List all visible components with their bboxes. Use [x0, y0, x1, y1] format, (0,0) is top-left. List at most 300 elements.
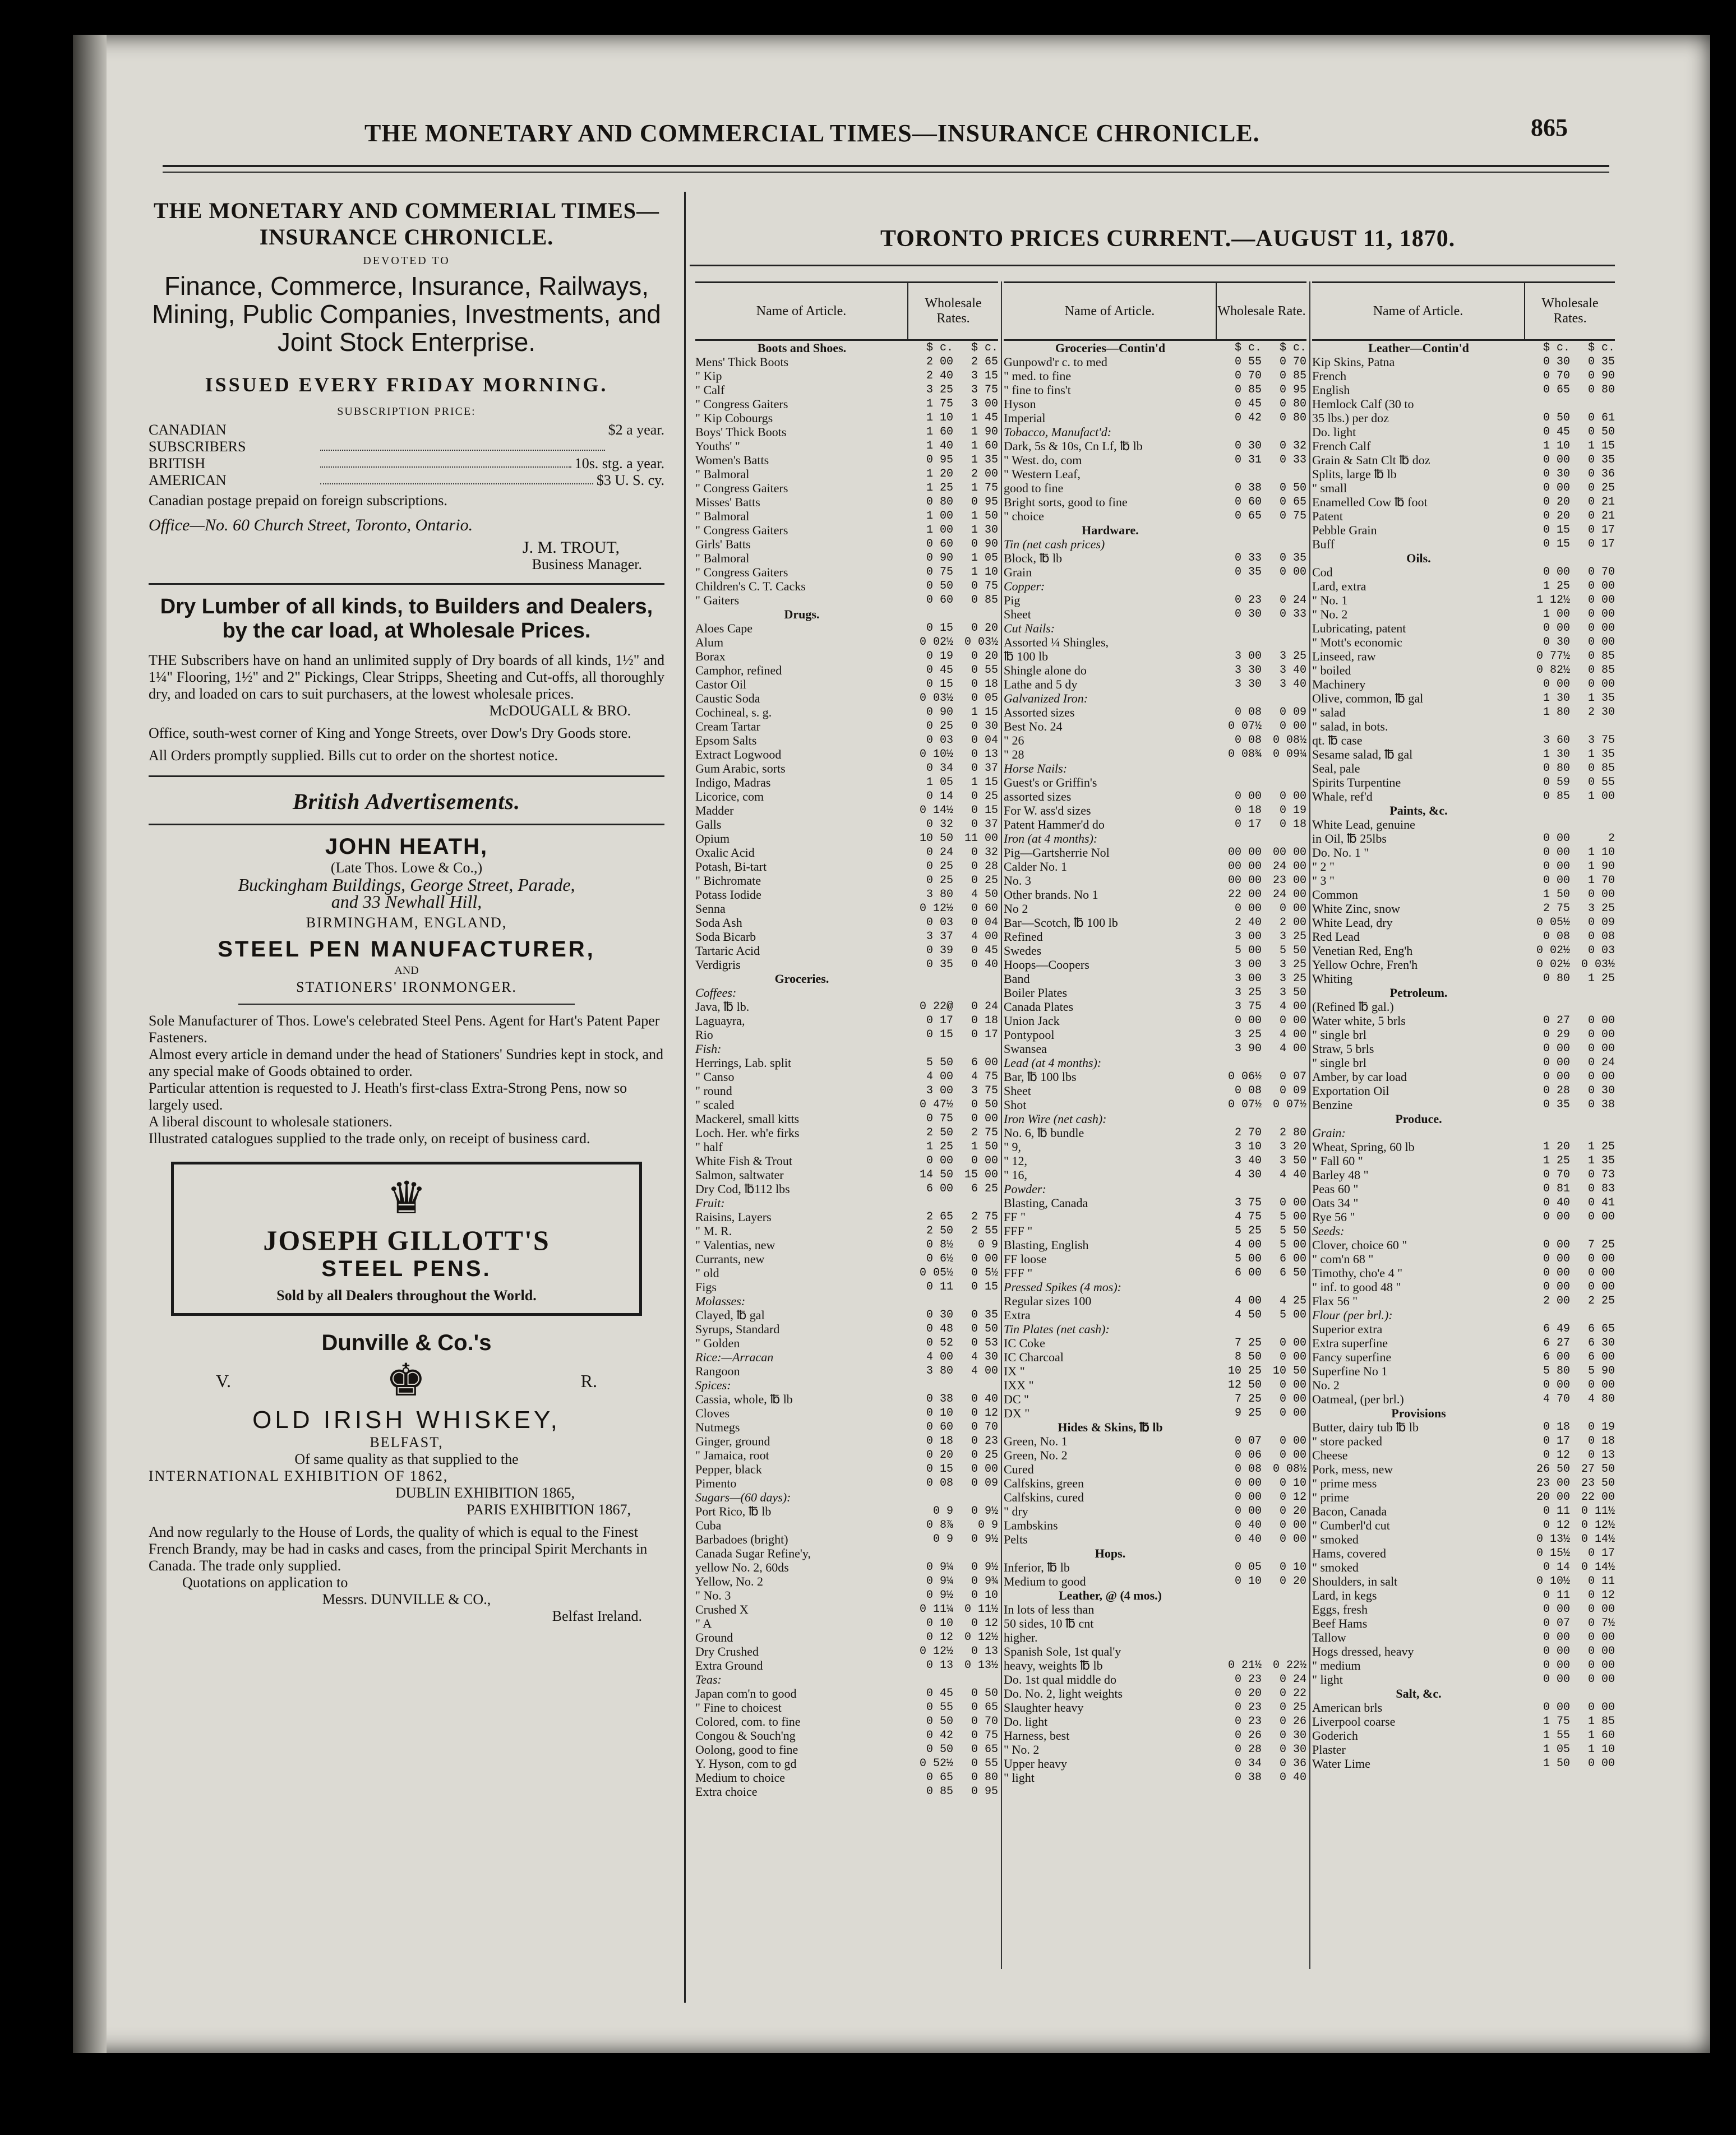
rate-high: 2 65	[971, 355, 998, 368]
rate-low: 0 13½	[1536, 1533, 1570, 1546]
article-name: Slaughter heavy	[1004, 1700, 1084, 1715]
rate-low: 0 08	[1234, 706, 1262, 719]
table-row	[1312, 845, 1615, 859]
table-row	[1312, 1056, 1615, 1070]
table-row	[695, 1294, 998, 1308]
rate-low: 10 25	[1227, 1365, 1262, 1378]
table-row	[695, 761, 998, 775]
rate-high: 5 00	[1279, 1210, 1306, 1223]
rate-low	[1217, 425, 1262, 439]
table-row	[1004, 1686, 1306, 1700]
rate-low: 0 00	[1543, 1253, 1570, 1265]
article-name: Clover, choice 60 "	[1312, 1238, 1407, 1252]
section-heading-row	[695, 341, 998, 355]
table-row	[1312, 1308, 1615, 1322]
article-name: Linseed, raw	[1312, 649, 1376, 663]
rate-high: 1 35	[1587, 692, 1615, 705]
rate-high: 0 11½	[1581, 1505, 1615, 1518]
table-row	[1312, 1420, 1615, 1434]
office-address: Office—No. 60 Church Street, Toronto, Ontario.	[149, 516, 473, 534]
rate-low: 0 34	[926, 762, 953, 775]
rate-high: 5 50	[1279, 944, 1306, 957]
article-name: Shingle alone do	[1004, 663, 1087, 677]
table-row	[1312, 874, 1615, 888]
rate-low: 0 08¾	[1227, 748, 1262, 761]
article-name: Tallow	[1312, 1630, 1346, 1644]
article-name: Band	[1004, 972, 1030, 986]
rate-high: 0 00	[1587, 1379, 1615, 1392]
rate-high: 6 25	[971, 1182, 998, 1195]
table-row	[695, 1715, 998, 1729]
table-row	[695, 831, 998, 845]
rate-high: 1 30	[971, 524, 998, 537]
rate-high	[1262, 1588, 1306, 1602]
article-name: Pressed Spikes (4 mos):	[1004, 1280, 1121, 1294]
article-name: Mackerel, small kitts	[695, 1112, 800, 1126]
table-row	[695, 986, 998, 1000]
article-name: " small	[1312, 481, 1347, 495]
rate-low	[908, 986, 953, 1000]
royal-arms-icon: ♚	[385, 1356, 426, 1406]
article-name: " Mott's economic	[1312, 635, 1402, 649]
article-name: Pebble Grain	[1312, 523, 1377, 537]
rate-high	[953, 1042, 998, 1056]
article-name: Cheese	[1312, 1448, 1348, 1462]
rate-high: 0 18	[1587, 1435, 1615, 1448]
rate-high	[1262, 1280, 1306, 1294]
table-row	[1312, 1700, 1615, 1715]
rate-low: 0 17	[926, 1014, 953, 1027]
col-rates-header: Wholesale Rates.	[1524, 283, 1615, 339]
table-row	[1312, 1658, 1615, 1672]
rate-high: 0 50	[971, 1687, 998, 1700]
table-row	[1312, 1294, 1615, 1308]
article-name: Red Lead	[1312, 930, 1360, 944]
section-heading-row	[695, 607, 998, 621]
rate-high: 0 00	[1279, 1519, 1306, 1532]
table-row	[1312, 1028, 1615, 1042]
rate-low	[1217, 1182, 1262, 1196]
dunville-city: BELFAST,	[370, 1434, 444, 1450]
column-header	[1004, 281, 1306, 341]
rate-low: 0 14	[1543, 1561, 1570, 1574]
table-row	[1312, 1266, 1615, 1280]
rate-high: 0 80	[1279, 398, 1306, 410]
rate-high: 6 00	[1587, 1351, 1615, 1364]
article-name: Assorted sizes	[1004, 705, 1075, 719]
article-name: Oils.	[1406, 551, 1431, 565]
article-name: Grain:	[1312, 1126, 1346, 1140]
table-row	[1312, 495, 1615, 509]
rate-low: $ c.	[1543, 341, 1570, 354]
table-row	[695, 817, 998, 831]
rate-low: 1 25	[926, 482, 953, 495]
article-name: White Lead, dry	[1312, 916, 1393, 930]
table-row	[695, 1266, 998, 1280]
sub-price: 10s. stg. a year.	[574, 455, 664, 472]
rate-low: 5 80	[1543, 1365, 1570, 1378]
table-row	[695, 733, 998, 747]
rate-high	[1262, 635, 1306, 649]
rate-high: 5 90	[1587, 1365, 1615, 1378]
table-row	[1004, 1644, 1306, 1658]
rate-low	[908, 1294, 953, 1308]
rate-low: 1 00	[1543, 608, 1570, 621]
rate-high: 0 60	[971, 902, 998, 915]
article-name: " M. R.	[695, 1224, 732, 1238]
article-name: Youths' "	[695, 439, 740, 453]
rate-low: 0 07½	[1227, 1098, 1262, 1111]
article-name: Salmon, saltwater	[695, 1168, 784, 1182]
rate-low: 0 14	[926, 790, 953, 803]
rate-low: 0 00	[1543, 860, 1570, 873]
rate-high: 0 15	[971, 804, 998, 817]
rate-high: 0 25	[971, 790, 998, 803]
rate-high: 0 85	[1587, 762, 1615, 775]
lumber-ad-body: THE Subscribers have on hand an unlimited supply of Dry boards of all kinds, 1½" and 1¼" Flooring, 1½" and 2" Pickings, Clear Stripps, Sheeting and Cut-offs, all thoroughly dry, and loaded on cars to suit purchasers, at the lowest wholesale prices.	[149, 652, 664, 702]
table-row	[1004, 649, 1306, 663]
rate-high: 3 25	[1587, 902, 1615, 915]
table-row	[695, 1140, 998, 1154]
rate-low: 0 20	[1543, 496, 1570, 509]
rate-low: 0 00	[1543, 1281, 1570, 1293]
rate-high	[1262, 1182, 1306, 1196]
rate-high: 0 14½	[1581, 1561, 1615, 1574]
rate-low: 0 30	[1543, 468, 1570, 480]
rate-high	[1262, 831, 1306, 845]
rate-high: 0 41	[1587, 1196, 1615, 1209]
rate-high: 0 9	[977, 1239, 998, 1251]
rate-high: 4 00	[971, 930, 998, 943]
table-row	[1312, 733, 1615, 747]
rate-low: 3 00	[1234, 972, 1262, 985]
rate-high: 0 9½	[971, 1533, 998, 1546]
rate-low: 0 25	[926, 860, 953, 873]
table-row	[1004, 958, 1306, 972]
rate-high: 1 00	[1587, 790, 1615, 803]
rate-low: 0 10	[1234, 1575, 1262, 1588]
table-row	[695, 1574, 998, 1588]
rate-high	[1570, 1224, 1615, 1238]
table-row	[1004, 1098, 1306, 1112]
rate-high: 2 75	[971, 1210, 998, 1223]
rate-low	[1217, 1644, 1262, 1658]
article-name: Sheet	[1004, 607, 1031, 621]
table-row	[695, 1546, 998, 1560]
table-row	[695, 1560, 998, 1574]
article-name: Paints, &c.	[1389, 803, 1448, 817]
article-name: Caustic Soda	[695, 691, 760, 705]
table-row	[1004, 944, 1306, 958]
rate-low: 0 45	[926, 664, 953, 677]
rate-low: 1 00	[926, 510, 953, 523]
table-row	[1004, 1700, 1306, 1715]
rate-high	[1262, 775, 1306, 789]
rate-low	[1217, 831, 1262, 845]
rate-high: 0 17	[971, 1028, 998, 1041]
rate-low: 0 23	[1234, 1701, 1262, 1714]
article-name: Hemlock Calf (30 to	[1312, 397, 1414, 411]
rate-low: 0 35	[926, 958, 953, 971]
section-heading-row	[1004, 1546, 1306, 1560]
table-row	[1004, 859, 1306, 874]
article-name: Cassia, whole, ℔ lb	[695, 1392, 793, 1406]
rate-low: 0 00	[1543, 1379, 1570, 1392]
article-name: Barbadoes (bright)	[695, 1532, 788, 1546]
article-name: Do. light	[1312, 425, 1356, 439]
rate-low: 4 00	[1234, 1239, 1262, 1251]
article-name: " Bichromate	[695, 874, 761, 888]
article-name: " 28	[1004, 747, 1024, 761]
rate-low	[908, 1672, 953, 1686]
rate-low: 0 85	[1234, 383, 1262, 396]
table-row	[1004, 1490, 1306, 1504]
postage-note: Canadian postage prepaid on foreign subscriptions.	[149, 492, 447, 509]
rate-high: 0 85	[1279, 369, 1306, 382]
rate-low: 0 31	[1234, 454, 1262, 466]
article-name: Raisins, Layers	[695, 1210, 772, 1224]
rate-low: 0 35	[1543, 1098, 1570, 1111]
table-row	[1312, 1238, 1615, 1252]
article-name: " Congress Gaiters	[695, 397, 788, 411]
rate-high: 3 40	[1279, 664, 1306, 677]
rate-high: 0 00	[1587, 1210, 1615, 1223]
rate-high: 0 00	[1587, 678, 1615, 691]
table-row	[1004, 705, 1306, 719]
article-name: Hams, covered	[1312, 1546, 1386, 1560]
table-row	[695, 1785, 998, 1799]
table-row	[695, 1042, 998, 1056]
rate-high: 0 85	[1587, 650, 1615, 663]
rate-low: 3 80	[926, 1365, 953, 1378]
table-row	[695, 649, 998, 663]
table-row	[1312, 1672, 1615, 1686]
rate-high: 0 24	[1587, 1056, 1615, 1069]
table-row	[1004, 1771, 1306, 1785]
article-name: Ground	[695, 1630, 733, 1644]
rate-high: 24 00	[1272, 860, 1306, 873]
rate-low: 0 00	[1543, 846, 1570, 859]
article-name: English	[1312, 383, 1350, 397]
rate-low: 0 65	[926, 1771, 953, 1784]
table-row	[695, 1602, 998, 1616]
dunville-line1: Of same quality as that supplied to the	[294, 1451, 519, 1467]
rate-low	[1525, 817, 1570, 831]
rate-high: 0 13	[971, 1645, 998, 1658]
rate-high: 3 25	[1279, 958, 1306, 971]
rate-high	[1262, 691, 1306, 705]
table-row	[695, 383, 998, 397]
article-name: " Canso	[695, 1070, 735, 1084]
article-name: Copper:	[1004, 579, 1045, 593]
rate-high	[953, 972, 998, 986]
article-name: Senna	[695, 902, 726, 916]
article-name: Whale, ref'd	[1312, 789, 1373, 803]
rate-low	[1217, 1322, 1262, 1336]
article-name: Liverpool coarse	[1312, 1715, 1396, 1729]
rate-low: 0 00	[1543, 678, 1570, 691]
article-name: Exportation Oil	[1312, 1084, 1389, 1098]
rate-high: 0 75	[971, 580, 998, 593]
divider	[149, 824, 664, 825]
table-row	[1312, 1014, 1615, 1028]
table-row	[1004, 747, 1306, 761]
rate-high: 0 95	[1279, 383, 1306, 396]
rate-high: 0 40	[971, 1393, 998, 1406]
gillott-note: Sold by all Dealers throughout the World.	[276, 1287, 537, 1304]
table-row	[1312, 621, 1615, 635]
table-row	[695, 916, 998, 930]
rate-high: 0 00	[1587, 888, 1615, 901]
rate-low: 0 60	[926, 1421, 953, 1434]
table-row	[1312, 1560, 1615, 1574]
rate-low: 1 05	[1543, 1743, 1570, 1756]
article-name: Rio	[695, 1028, 713, 1042]
sub-label: AMERICAN	[149, 472, 227, 488]
article-name: Currants, new	[695, 1252, 765, 1266]
rate-high: 0 07½	[1272, 1098, 1306, 1111]
table-row	[1004, 902, 1306, 916]
table-row	[1312, 1504, 1615, 1518]
article-name: Pontypool	[1004, 1028, 1055, 1042]
article-name: Herrings, Lab. split	[695, 1056, 792, 1070]
article-name: Sugars—(60 days):	[695, 1490, 791, 1504]
rate-low: 0 00	[1543, 622, 1570, 635]
price-rows	[1004, 341, 1306, 1785]
rate-low: 0 17	[1543, 1435, 1570, 1448]
table-row	[695, 1028, 998, 1042]
article-name: Lard, extra	[1312, 579, 1366, 593]
rate-high	[953, 1490, 998, 1504]
table-row	[1004, 1014, 1306, 1028]
article-name: Harness, best	[1004, 1729, 1070, 1743]
article-name: In lots of less than	[1004, 1602, 1095, 1616]
rate-low: 0 25	[926, 720, 953, 733]
heath-p2: Almost every article in demand under the head of Stationers' Sundries kept in stock, and any special make of Goods obtained to order.	[149, 1046, 664, 1079]
article-name: Port Rico, ℔ lb	[695, 1504, 772, 1518]
table-row	[1004, 1322, 1306, 1336]
table-row	[1004, 1000, 1306, 1014]
rate-high	[1262, 1602, 1306, 1616]
article-name: Flour (per brl.):	[1312, 1308, 1393, 1322]
rate-low: 0 9¼	[926, 1575, 953, 1588]
table-row	[1312, 593, 1615, 607]
table-row	[1004, 1574, 1306, 1588]
rate-low: 4 50	[1234, 1309, 1262, 1321]
article-name: Iron (at 4 months):	[1004, 831, 1098, 845]
article-name: " Balmoral	[695, 509, 750, 523]
rate-low: 0 48	[926, 1323, 953, 1335]
rate-low: 0 12	[1543, 1519, 1570, 1532]
article-name: Water Lime	[1312, 1757, 1370, 1771]
article-name: Grain	[1004, 565, 1032, 579]
table-row	[695, 958, 998, 972]
article-name: Dry Cod, ℔112 lbs	[695, 1182, 790, 1196]
article-name: Oats 34 "	[1312, 1196, 1359, 1210]
article-name: Swedes	[1004, 944, 1042, 958]
rate-high: 0 00	[1587, 1701, 1615, 1714]
article-name: Venetian Red, Eng'h	[1312, 944, 1413, 958]
article-name: Extra superfine	[1312, 1336, 1388, 1350]
rate-high	[1262, 1630, 1306, 1644]
table-row	[695, 1658, 998, 1672]
rate-high: 0 20	[1279, 1575, 1306, 1588]
rate-low: 0 70	[1543, 1168, 1570, 1181]
rate-high: 0 32	[1279, 440, 1306, 452]
rate-low: 0 00	[1543, 482, 1570, 495]
rate-high: 4 40	[1279, 1168, 1306, 1181]
table-row	[695, 425, 998, 439]
rate-low	[1525, 986, 1570, 1000]
table-row	[1312, 1757, 1615, 1771]
table-row	[695, 1462, 998, 1476]
rate-high: 2 25	[1587, 1295, 1615, 1307]
rate-high: 4 30	[971, 1351, 998, 1364]
article-name: Java, ℔ lb.	[695, 1000, 750, 1014]
article-name: Whiting	[1312, 972, 1353, 986]
article-name: Congou & Souch'ng	[695, 1729, 796, 1743]
article-name: " prime	[1312, 1490, 1349, 1504]
article-name: " 16,	[1004, 1168, 1027, 1182]
table-row	[1004, 1715, 1306, 1729]
section-heading-row	[1004, 1588, 1306, 1602]
rate-low: 2 50	[926, 1126, 953, 1139]
rate-high	[953, 1196, 998, 1210]
rate-low: 0 39	[926, 944, 953, 957]
rate-low: 2 40	[1234, 916, 1262, 929]
article-name: Alum	[695, 635, 724, 649]
rate-high: 2 00	[1279, 916, 1306, 929]
rate-low: 0 11	[1543, 1589, 1570, 1602]
rate-high	[1262, 761, 1306, 775]
rate-high: 0 25	[1587, 482, 1615, 495]
rate-low: 0 03	[926, 734, 953, 747]
rate-high: 0 08	[1587, 930, 1615, 943]
rate-high: 0 00	[1587, 1645, 1615, 1658]
table-row	[695, 1518, 998, 1532]
table-row	[1004, 467, 1306, 481]
article-name: FFF "	[1004, 1266, 1033, 1280]
article-name: Machinery	[1312, 677, 1366, 691]
rate-high: 1 15	[1587, 440, 1615, 452]
article-name: Canada Sugar Refine'y,	[695, 1546, 811, 1560]
rate-low: 0 03	[926, 916, 953, 929]
rate-high: 0 28	[971, 860, 998, 873]
table-row	[1004, 1280, 1306, 1294]
rate-high: 3 75	[971, 383, 998, 396]
rate-high: 0 12	[1587, 1589, 1615, 1602]
article-name: Seeds:	[1312, 1224, 1345, 1238]
prices-title: TORONTO PRICES CURRENT.—AUGUST 11, 1870.	[880, 226, 1456, 252]
rate-high: 1 60	[1587, 1729, 1615, 1742]
rate-low: 1 30	[1543, 748, 1570, 761]
rate-high: 0 24	[1279, 1673, 1306, 1686]
rate-high	[953, 1378, 998, 1392]
rate-high: 0 09¼	[1272, 748, 1306, 761]
rate-low: 5 00	[1234, 1253, 1262, 1265]
article-name: Sesame salad, ℔ gal	[1312, 747, 1413, 761]
rate-low: 0 28	[1543, 1084, 1570, 1097]
rate-high: 0 35	[971, 1309, 998, 1321]
rate-low: 0 00	[1543, 832, 1570, 845]
dunville-v: V.	[216, 1371, 231, 1391]
rate-low: 0 26	[1234, 1729, 1262, 1742]
rate-low: 0 75	[926, 566, 953, 579]
rate-high: 22 00	[1581, 1491, 1615, 1504]
rate-high: 0 00	[1587, 1659, 1615, 1672]
table-row	[1312, 958, 1615, 972]
article-name: Licorice, com	[695, 789, 764, 803]
